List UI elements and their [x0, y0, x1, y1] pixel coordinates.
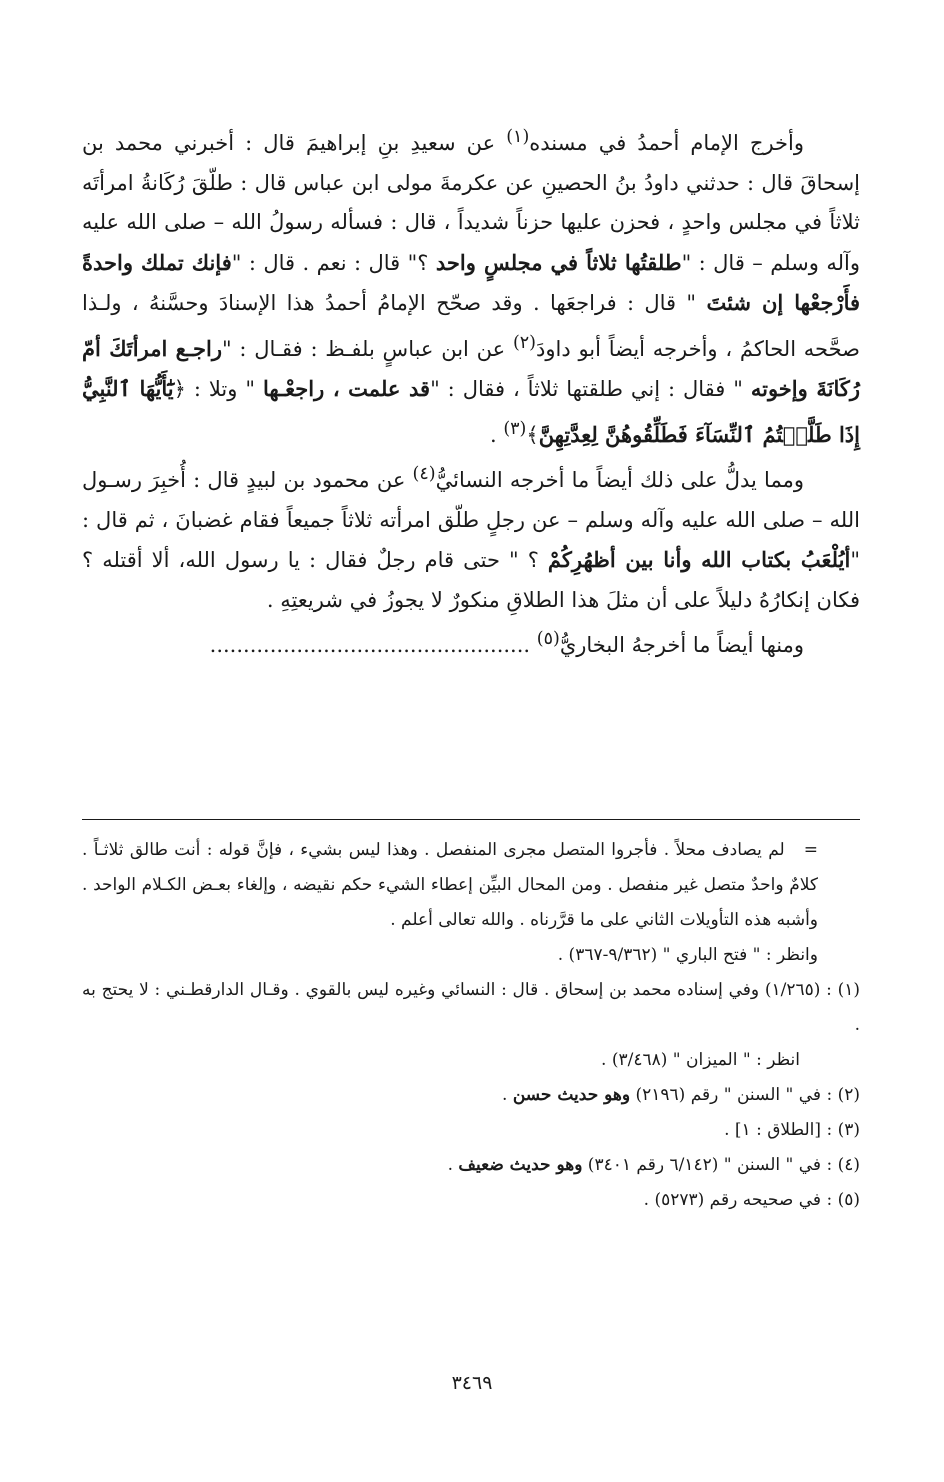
footnote-continuation: [82, 833, 860, 938]
text: (٥) : في صحيحه رقم (٥٢٧٣) .: [643, 1190, 860, 1210]
text: ومنها أيضاً ما أخرجهُ البخاريُّ: [559, 633, 804, 657]
text: وانظر : " فتح الباري " (٩/٣٦٢-٣٦٧) .: [557, 945, 818, 965]
page-number: ٣٤٦٩: [451, 1372, 493, 1394]
paragraph-3: [82, 620, 860, 666]
text: ؟ " حتى قام رجلٌ فقال : يا رسول الله، ألا أقتله ؟ فكان إنكارُهُ دليلاً على أن مثلَ هذا الطلاقِ منكورٌ لا يجوزُ في شريعتِهِ .: [82, 548, 860, 612]
text: " وتلا : ﴿: [173, 377, 263, 401]
text: .: [447, 1155, 459, 1175]
text: انظر : " الميزان " (٣/٤٦٨) .: [601, 1050, 800, 1070]
paragraph-2: [82, 455, 860, 620]
text: عن محمود بن لبيدٍ قال : أُخبِرَ رسـول الله – صلى الله عليه وآله وسلم – عن رجلٍ طلّق امرأته ثلاثاً جميعاً فقام غضبانَ ، ثم قال : ": [82, 468, 860, 572]
continuation-mark: =: [803, 840, 819, 860]
text: .: [502, 1085, 513, 1105]
footnote-ref-5: (٥): [536, 629, 560, 649]
text: ؟" قال : نعم . قال : ": [231, 250, 436, 275]
bold-quote: قد علمت ، راجعْـها: [262, 376, 431, 401]
bold-quote: راجـع امرأتَكَ أمّ رُكَانَةَ وإخوته: [82, 335, 860, 401]
bold-quote: فإنك تملك واحدةً فأَرْجعْها إن شئتَ: [82, 249, 861, 315]
footnote-continuation-ref: [82, 938, 860, 973]
footnote-separator: [82, 819, 860, 820]
ellipsis-dots: ................................................: [209, 633, 537, 657]
text: (٤) : في " السنن " (٦/١٤٢ رقم ٣٤٠١): [582, 1155, 860, 1175]
text: (١) : (١/٢٦٥) وفي إسناده محمد بن إسحاق . قال : النسائي وغيره ليس بالقوي . وقـال الدارقطـني : لا يحتج به .: [82, 980, 860, 1035]
footnotes: [82, 833, 860, 1218]
text: ﴾: [526, 422, 539, 447]
footnote-ref-1: (١): [506, 127, 530, 147]
text: " قال : فراجعَها . وقد صحّح الإمامُ أحمدُ هذا الإسنادَ وحسَّنهُ ، ولـذا صحَّحه الحاكمُ ، وأخرجه أيضاً أبو داودَ: [82, 291, 860, 361]
text: .: [489, 422, 504, 447]
text: (٢) : في " السنن " رقم (٢١٩٦): [630, 1085, 860, 1105]
footnote-5: [82, 1183, 860, 1218]
quran-verse: يَٰٓأَيُّهَا ٱلنَّبِيُّ إِذَا طَلَّقۡتُمُ ٱلنِّسَآءَ فَطَلِّقُوهُنَّ لِعِدَّتِهِنَّ: [82, 376, 860, 447]
footnote-ref-2: (٢): [512, 332, 536, 353]
main-text: [82, 118, 860, 666]
footnote-1: [82, 973, 860, 1043]
paragraph-1: [82, 118, 860, 455]
text: عن ابن عباسٍ بلفـظ : فقـال : ": [221, 336, 513, 361]
footnote-3: [82, 1113, 860, 1148]
text: وأخرج الإمام أحمدُ في مسنده: [529, 131, 804, 155]
footnote-2: [82, 1078, 860, 1113]
footnote-4: [82, 1148, 860, 1183]
footnote-ref-3: (٣): [503, 418, 527, 439]
footnote-1-ref: [82, 1043, 860, 1078]
bold-quote: طلقتُها ثلاثاً في مجلسٍ واحد: [435, 249, 682, 275]
grade: وهو حديث ضعيف: [458, 1155, 583, 1175]
text: لم يصادف محلاً . فأجروا المتصل مجرى المنفصل . وهذا ليس بشيء ، فإنَّ قوله : أنت طالق ثلاثـاً . كلامٌ واحدٌ متصل غير منفصل . ومن المحال البيِّن إعطاء الشيء حكم نقيضه ، وإلغاء بعـض الكـلام الواحد . وأشبه هذه التأويلات الثاني على ما قرَّرناه . والله تعالى أعلم .: [82, 840, 818, 930]
text: (٣) : [الطلاق : ١] .: [724, 1120, 860, 1140]
bold-quote: أيُلْعَبُ بكتاب الله وأنا بين أظهُرِكُمْ: [547, 547, 851, 572]
grade: وهو حديث حسن: [512, 1085, 631, 1105]
text: " فقال : إني طلقتها ثلاثاً ، فقال : ": [430, 377, 751, 401]
footnote-ref-4: (٤): [412, 464, 436, 484]
text: ومما يدلُّ على ذلك أيضاً ما أخرجه النسائيُّ: [435, 468, 804, 492]
text: عن سعيدِ بنِ إبراهيمَ قال : أخبرني محمد بن إسحاقَ قال : حدثني داودُ بنُ الحصينِ عن عكرمةَ مولى ابن عباس قال : طلّقَ رُكَانةُ امرأتَه ثلاثاً في مجلس واحدٍ ، فحزن عليها حزناً شديداً ، قال : فسأله رسولُ الله – صلى الله عليه وآله وسلم – قال : ": [82, 131, 860, 275]
